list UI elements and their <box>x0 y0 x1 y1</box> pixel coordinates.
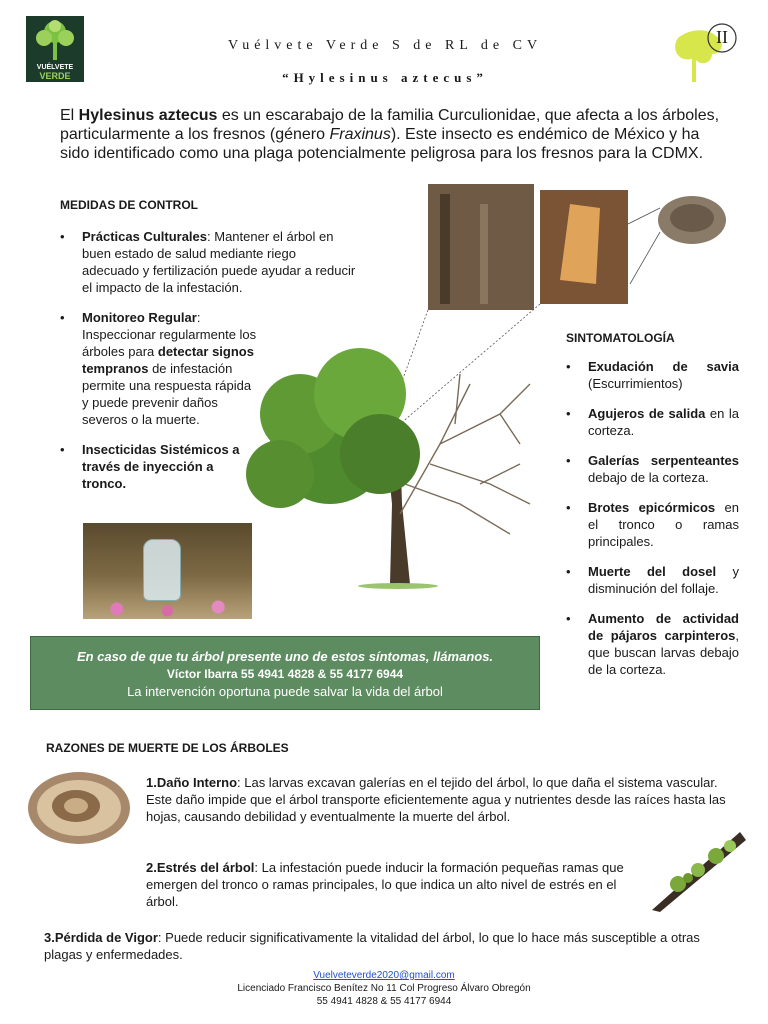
symptom-item <box>566 563 739 597</box>
bottle-shape <box>143 539 181 601</box>
reasons-title: RAZONES DE MUERTE DE LOS ÁRBOLES <box>46 741 289 755</box>
tree-logo-icon <box>26 18 84 62</box>
species-name: Hylesinus aztecus <box>78 107 218 124</box>
symptom-6-text: , que buscan larvas debajo de la corteza. <box>588 628 739 677</box>
logo-text-1: VUÉLVETE <box>36 64 74 71</box>
control-item-monitoring <box>60 309 260 428</box>
epicormic-branch-photo <box>648 826 748 912</box>
control-item-3-bold: Insecticidas Sistémicos a través de inyección a tronco. <box>82 442 240 491</box>
flower-petals <box>83 599 252 619</box>
symptom-2-text: en la corteza. <box>588 406 739 438</box>
intro-text-3: ). Este insecto es endémico de México y ha sido identificado como una plaga potencialmente peligrosa para los fresnos para la CDMX. <box>60 126 704 162</box>
banner-phones: Víctor Ibarra 55 4941 4828 & 55 4177 6944 <box>166 667 404 681</box>
reason-1-bold: 1.Daño Interno <box>146 775 238 790</box>
control-item-2-bold: Monitoreo Regular <box>82 310 197 325</box>
leaf-logo <box>668 20 744 86</box>
reason-3-bold: 3.Pérdida de Vigor <box>44 930 158 945</box>
footer-email-link[interactable]: Vuelveteverde2020@gmail.com <box>313 970 455 981</box>
symptom-item <box>566 405 739 439</box>
footer-address: Licenciado Francisco Benítez No 11 Col Progreso Álvaro Obregón <box>237 983 531 994</box>
logo-text-2: VERDE <box>39 71 71 81</box>
symptom-item <box>566 452 739 486</box>
wood-cross-section-photo <box>26 770 132 846</box>
injection-photo <box>83 523 252 619</box>
symptom-1-text: (Escurrimientos) <box>588 376 683 391</box>
reason-3 <box>44 929 724 963</box>
banner-line-1: En caso de que tu árbol presente uno de estos síntomas, llámanos. <box>76 649 494 664</box>
symptom-item <box>566 358 739 392</box>
control-item-1-text: : Mantener el árbol en buen estado de salud mediante riego adecuado y fertilización puede ayudar a reducir el impacto de la infestación. <box>82 229 356 295</box>
footer-phones: 55 4941 4828 & 55 4177 6944 <box>316 996 452 1007</box>
symptom-3-bold: Galerías serpenteantes <box>588 453 739 468</box>
genus-name: Fraxinus <box>329 126 391 143</box>
page-number: II <box>716 27 728 47</box>
contact-banner <box>30 636 540 710</box>
symptom-6-bold: Aumento de actividad de pájaros carpinteros <box>588 611 739 643</box>
symptom-1-bold: Exudación de savia <box>588 359 739 374</box>
control-item-2-bold-2: detectar signos tempranos <box>82 344 254 376</box>
symptom-5-bold: Muerte del dosel <box>588 564 717 579</box>
symptoms-list <box>566 358 739 691</box>
document-subtitle: “Hylesinus aztecus” <box>282 70 488 85</box>
symptom-4-bold: Brotes epicórmicos <box>588 500 716 515</box>
symptoms-title: SINTOMATOLOGÍA <box>566 331 675 345</box>
intro-paragraph <box>60 106 720 163</box>
symptom-5-text: y disminución del follaje. <box>588 564 739 596</box>
symptom-item <box>566 499 739 550</box>
footer <box>0 969 768 1008</box>
control-item-insecticides <box>60 441 256 492</box>
symptom-3-text: debajo de la corteza. <box>588 470 709 485</box>
symptom-4-text: en el tronco o ramas principales. <box>588 500 740 549</box>
symptom-2-bold: Agujeros de salida <box>588 406 706 421</box>
control-item-2-text-2: de infestación permite una respuesta rápida y puede prevenir daños severos o la muerte. <box>82 361 252 427</box>
intro-text-1: El <box>60 107 79 124</box>
reason-2-bold: 2.Estrés del árbol <box>146 860 255 875</box>
company-logo <box>26 16 84 82</box>
control-item-2-text-1: : Inspeccionar regularmente los árboles para <box>82 310 257 359</box>
company-name: Vuélvete Verde S de RL de CV <box>227 38 543 53</box>
reason-3-text: : Puede reducir significativamente la vitalidad del árbol, lo que lo hace más susceptible a otras plagas y enfermedades. <box>44 930 700 962</box>
reason-1-text: : Las larvas excavan galerías en el tejido del árbol, lo que daña el sistema vascular. Este daño impide que el árbol transporte eficientemente agua y nutrientes desde las raíces hasta las hojas, causando debilidad y eventualmente la muerte del árbol. <box>146 775 726 824</box>
control-title: MEDIDAS DE CONTROL <box>60 198 198 212</box>
reason-2 <box>146 859 636 910</box>
control-item-1-bold: Prácticas Culturales <box>82 229 208 244</box>
symptom-item <box>566 610 739 678</box>
reason-2-text: : La infestación puede inducir la formación pequeñas ramas que emergen del tronco o ramas principales, lo que indica un alto nivel de estrés en el árbol. <box>146 860 624 909</box>
reason-1 <box>146 774 726 825</box>
intro-text-2: es un escarabajo de la familia Curculionidae, que afecta a los árboles, particularmente a los fresnos (género <box>60 107 720 143</box>
banner-line-3: La intervención oportuna puede salvar la vida del árbol <box>127 684 443 699</box>
